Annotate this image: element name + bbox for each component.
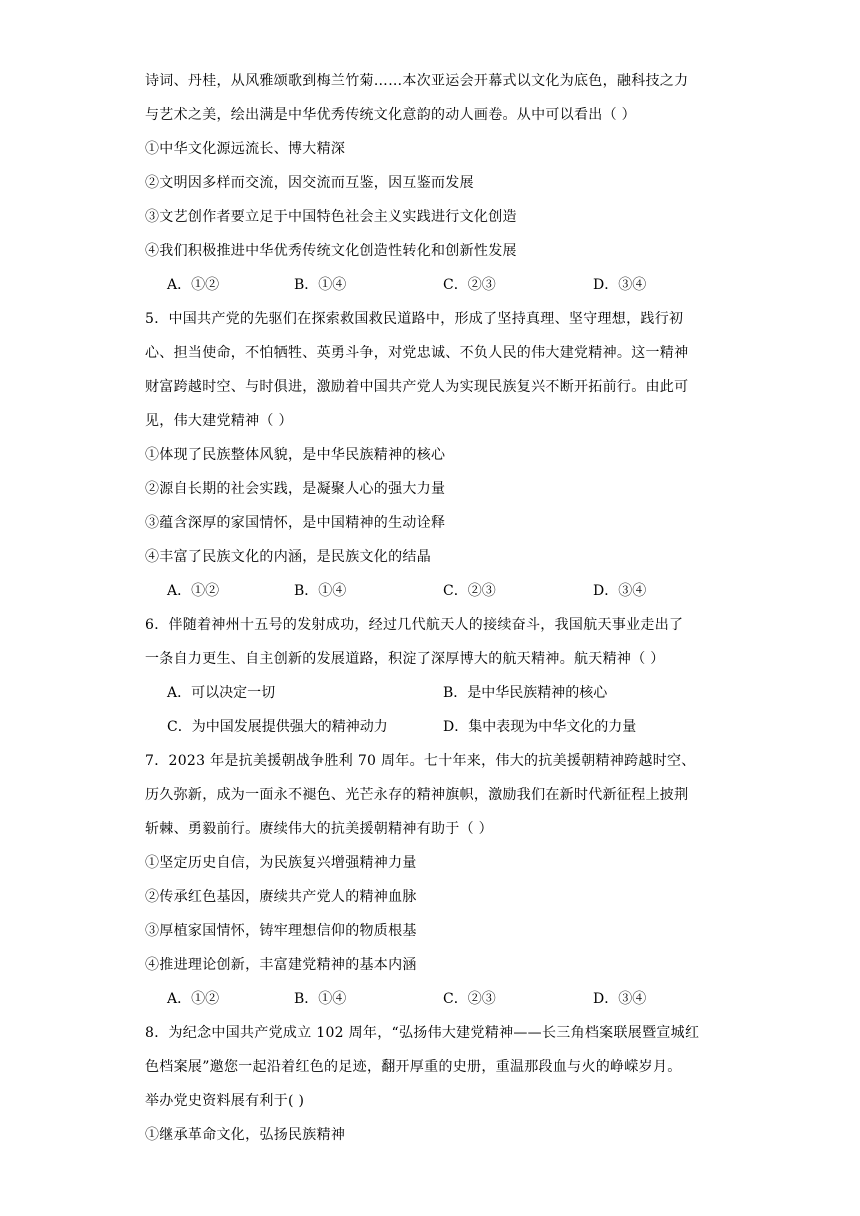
q7-stem-line-1: 7．2023 年是抗美援朝战争胜利 70 周年。七十年来，伟大的抗美援朝精神跨越时空、 [145,753,696,769]
q7-statement-2: ②传承红色基因，赓续共产党人的精神血脉 [145,889,417,905]
q7-option-b[interactable]: B．①④ [294,991,347,1007]
q4-statement-4: ④我们积极推进中华优秀传统文化创造性转化和创新性发展 [145,243,517,259]
q4-statement-3: ③文艺创作者要立足于中国特色社会主义实践进行文化创造 [145,209,517,225]
q5-option-a[interactable]: A．①② [167,583,220,599]
q6-option-a[interactable]: A．可以决定一切 [167,685,276,701]
q4-stem-line-2: 与艺术之美，绘出满是中华优秀传统文化意韵的动人画卷。从中可以看出（ ） [145,107,636,123]
q5-statement-2: ②源自长期的社会实践，是凝聚人心的强大力量 [145,481,446,497]
q5-option-b[interactable]: B．①④ [294,583,347,599]
q5-option-c[interactable]: C．②③ [443,583,496,599]
q8-stem-line-1: 8．为纪念中国共产党成立 102 周年，“弘扬伟大建党精神——长三角档案联展暨宣城红 [145,1025,700,1041]
q4-statement-2: ②文明因多样而交流，因交流而互鉴，因互鉴而发展 [145,175,474,191]
q5-stem-line-3: 财富跨越时空、与时俱进，激励着中国共产党人为实现民族复兴不断开拓前行。由此可 [145,379,689,395]
q5-stem-line-1: 5．中国共产党的先驱们在探索救国救民道路中，形成了坚持真理、坚守理想，践行初 [145,311,684,327]
q5-stem-line-4: 见，伟大建党精神（ ） [145,413,293,429]
q7-statement-1: ①坚定历史自信，为民族复兴增强精神力量 [145,855,417,871]
q4-option-d[interactable]: D．③④ [593,277,647,293]
q6-option-b[interactable]: B．是中华民族精神的核心 [443,685,608,701]
q4-option-a[interactable]: A．①② [167,277,220,293]
q4-option-c[interactable]: C．②③ [443,277,496,293]
q6-option-c[interactable]: C．为中国发展提供强大的精神动力 [167,719,388,735]
q4-statement-1: ①中华文化源远流长、博大精深 [145,141,346,157]
q8-stem-line-2: 色档案展”邀您一起沿着红色的足迹，翻开厚重的史册，重温那段血与火的峥嵘岁月。 [145,1059,682,1075]
q4-stem-line-1: 诗词、丹桂，从风雅颂歌到梅兰竹菊……本次亚运会开幕式以文化为底色，融科技之力 [145,73,689,89]
q8-stem-line-3: 举办党史资料展有利于( ) [145,1093,305,1109]
q7-option-a[interactable]: A．①② [167,991,220,1007]
q7-option-c[interactable]: C．②③ [443,991,496,1007]
q4-option-b[interactable]: B．①④ [294,277,347,293]
q5-stem-line-2: 心、担当使命，不怕牺牲、英勇斗争，对党忠诚、不负人民的伟大建党精神。这一精神 [145,345,689,361]
q7-stem-line-3: 斩棘、勇毅前行。赓续伟大的抗美援朝精神有助于（ ） [145,821,493,837]
q5-statement-4: ④丰富了民族文化的内涵，是民族文化的结晶 [145,549,431,565]
q7-statement-3: ③厚植家国情怀，铸牢理想信仰的物质根基 [145,923,417,939]
q6-option-d[interactable]: D．集中表现为中华文化的力量 [443,719,637,735]
q5-statement-1: ①体现了民族整体风貌，是中华民族精神的核心 [145,447,446,463]
q7-statement-4: ④推进理论创新，丰富建党精神的基本内涵 [145,957,417,973]
q5-statement-3: ③蕴含深厚的家国情怀，是中国精神的生动诠释 [145,515,446,531]
q7-stem-line-2: 历久弥新，成为一面永不褪色、光芒永存的精神旗帜，激励我们在新时代新征程上披荆 [145,787,689,803]
q8-statement-1: ①继承革命文化，弘扬民族精神 [145,1127,346,1143]
q7-option-d[interactable]: D．③④ [593,991,647,1007]
q5-option-d[interactable]: D．③④ [593,583,647,599]
q6-stem-line-1: 6．伴随着神州十五号的发射成功，经过几代航天人的接续奋斗，我国航天事业走出了 [145,617,684,633]
q6-stem-line-2: 一条自力更生、自主创新的发展道路，积淀了深厚博大的航天精神。航天精神（ ） [145,651,665,667]
